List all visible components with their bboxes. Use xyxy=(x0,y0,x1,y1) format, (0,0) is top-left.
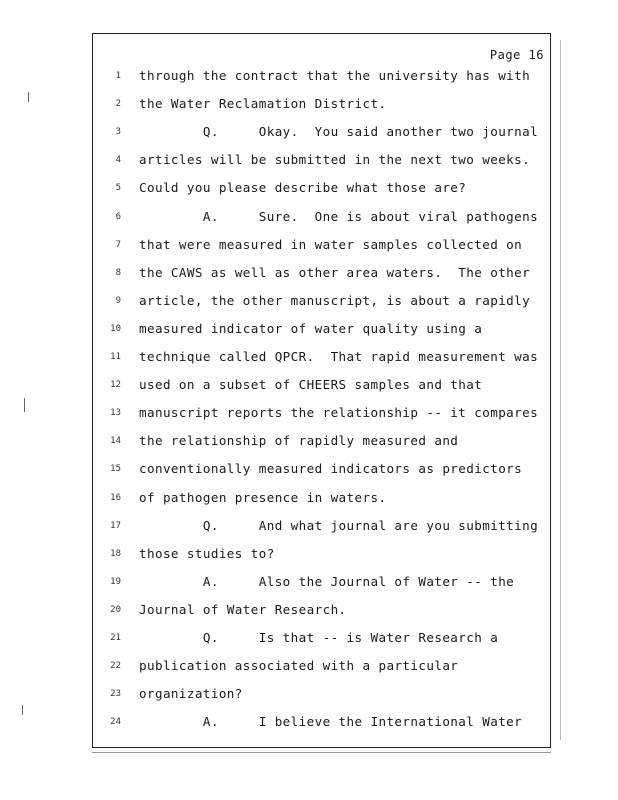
line-number: 3 xyxy=(115,127,121,138)
line-text: those studies to? xyxy=(139,545,275,561)
line-text: manuscript reports the relationship -- it compares xyxy=(139,405,539,421)
line-number: 21 xyxy=(110,633,121,643)
transcript-line xyxy=(93,431,552,451)
scan-speck xyxy=(560,40,561,740)
scan-speck xyxy=(24,398,25,412)
transcript-line xyxy=(93,291,552,311)
line-text: A. Sure. One is about viral pathogens xyxy=(139,208,539,224)
line-number: 14 xyxy=(110,436,121,447)
line-text: through the contract that the university has with xyxy=(139,68,531,83)
transcript-line xyxy=(93,150,552,170)
transcript-line xyxy=(93,572,552,592)
transcript-line xyxy=(93,459,552,479)
page-number: Page 16 xyxy=(489,48,544,62)
line-text: used on a subset of CHEERS samples and that xyxy=(139,377,483,393)
line-number: 15 xyxy=(110,464,121,475)
transcript-line xyxy=(93,66,552,86)
line-text: Could you please describe what those are? xyxy=(139,180,467,196)
transcript-line xyxy=(93,600,552,620)
line-number: 18 xyxy=(110,548,121,559)
line-text: the Water Reclamation District. xyxy=(139,96,387,112)
transcript-line xyxy=(93,263,552,283)
transcript-line xyxy=(93,403,552,423)
line-text: technique called QPCR. That rapid measurement was xyxy=(139,349,539,364)
line-text: measured indicator of water quality using a xyxy=(139,320,483,336)
line-text: the CAWS as well as other area waters. The other xyxy=(139,264,531,280)
line-number: 2 xyxy=(115,99,121,110)
transcript-line xyxy=(93,319,552,339)
line-number: 22 xyxy=(110,661,121,672)
line-number: 12 xyxy=(110,380,121,391)
scan-speck xyxy=(92,752,551,753)
transcript-line xyxy=(93,516,552,536)
line-text: Journal of Water Research. xyxy=(139,601,347,617)
line-number: 16 xyxy=(110,492,121,503)
line-number: 1 xyxy=(115,71,121,81)
line-text: conventionally measured indicators as predictors xyxy=(139,461,523,477)
line-text: of pathogen presence in waters. xyxy=(139,489,387,505)
line-number: 19 xyxy=(110,576,121,587)
line-text: articles will be submitted in the next two weeks. xyxy=(139,152,531,168)
transcript-line xyxy=(93,235,552,255)
line-text: Q. Okay. You said another two journal xyxy=(139,124,539,140)
transcript-line xyxy=(93,628,552,648)
line-number: 17 xyxy=(110,520,121,531)
transcript-line xyxy=(93,375,552,395)
transcript-line xyxy=(93,347,552,367)
line-number: 9 xyxy=(115,295,121,306)
scan-speck xyxy=(22,705,23,715)
transcript-line xyxy=(93,122,552,142)
line-text: the relationship of rapidly measured and xyxy=(139,433,459,449)
line-text: that were measured in water samples collected on xyxy=(139,236,523,252)
line-number: 24 xyxy=(110,717,121,728)
transcript-page xyxy=(92,33,551,748)
line-number: 4 xyxy=(115,155,121,166)
line-text: Q. And what journal are you submitting xyxy=(139,517,539,533)
line-number: 23 xyxy=(110,689,121,700)
line-text: article, the other manuscript, is about a rapidly xyxy=(139,292,531,308)
transcript-line xyxy=(93,712,552,732)
line-number: 8 xyxy=(115,267,121,278)
scan-speck xyxy=(28,92,29,102)
transcript-line xyxy=(93,544,552,564)
line-text: A. I believe the International Water xyxy=(139,714,523,730)
line-number: 20 xyxy=(110,604,121,615)
transcript-line xyxy=(93,94,552,114)
line-number: 11 xyxy=(110,352,121,362)
line-text: publication associated with a particular xyxy=(139,658,459,674)
transcript-line xyxy=(93,207,552,227)
transcript-line xyxy=(93,488,552,508)
line-number: 13 xyxy=(110,408,121,419)
line-number: 7 xyxy=(115,239,121,250)
transcript-line xyxy=(93,684,552,704)
transcript-line xyxy=(93,178,552,198)
line-number: 6 xyxy=(115,211,121,222)
line-text: Q. Is that -- is Water Research a xyxy=(139,630,499,645)
line-number: 5 xyxy=(115,183,121,194)
transcript-line xyxy=(93,656,552,676)
line-text: organization? xyxy=(139,686,243,702)
line-number: 10 xyxy=(110,323,121,334)
line-text: A. Also the Journal of Water -- the xyxy=(139,573,515,589)
